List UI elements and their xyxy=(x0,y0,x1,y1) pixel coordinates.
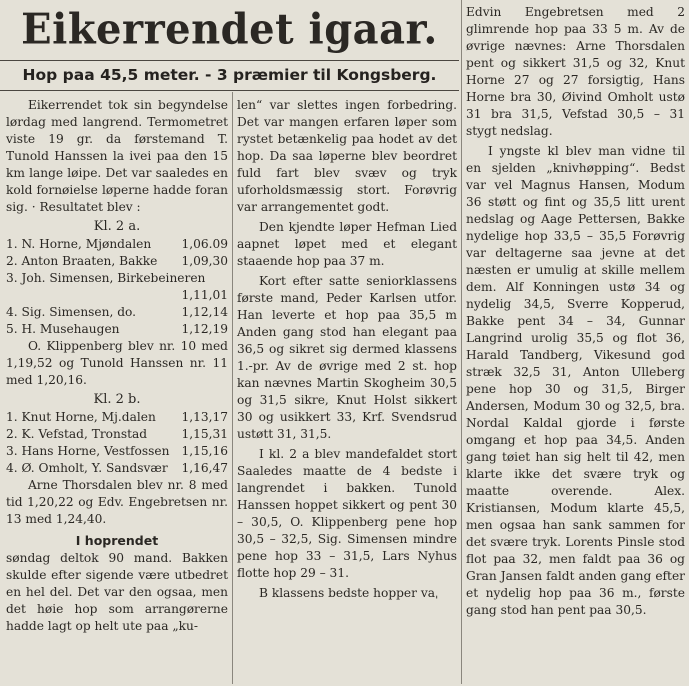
result-row xyxy=(6,304,228,321)
article-headline: Eikerrendet igaar. xyxy=(21,4,438,55)
paragraph: len“ var slettes ingen forbedring. Det var mangen erfaren løper som rystet betænkelig paa hodet av det hop. Da saa løperne blev beordret fuld fart blev svæv og tryk uforholdsmæssig stort. Forøvrig var arrangementet godt. xyxy=(237,98,457,214)
result-row xyxy=(6,236,228,253)
result-row xyxy=(6,287,228,304)
result-name: 4. Sig. Simensen, do. xyxy=(6,305,137,319)
paragraph: Kort efter satte seniorklassens første mand, Peder Karlsen utfor. Han leverte et hop paa 35,5 m Anden gang stod han elegant paa 36,5 og sikret sig dermed klassens 1.-pr. Av de øvrige med 2 st. hop kan nævnes Martin Skogheim 30,5 og 31,5 sikre, Knut Holst sikkert 30 og usikkert 33, Krf. Svendsrud ustøtt 31, 31,5. xyxy=(237,274,457,441)
result-name: 1. Knut Horne, Mj.dalen xyxy=(6,410,156,424)
result-time: 1,09,30 xyxy=(181,254,228,268)
result-name: 3. Joh. Simensen, Birkebeineren xyxy=(6,271,206,285)
article-subheadline: Hop paa 45,5 meter. - 3 præmier til Kongsberg. xyxy=(22,66,437,84)
result-time: 1,12,19 xyxy=(181,322,228,336)
column-divider xyxy=(232,92,233,684)
result-row xyxy=(6,270,228,287)
result-row xyxy=(6,426,228,443)
result-time: 1,15,31 xyxy=(181,427,228,441)
class-2a-heading: Kl. 2 a. xyxy=(93,219,141,234)
paragraph: B klassens bedste hopper vaˌ xyxy=(259,586,439,600)
subheadline-rule xyxy=(0,90,459,91)
result-time: 1,16,47 xyxy=(181,461,228,475)
paragraph: I yngste kl blev man vidne til en sjelden „knivhøpping“. Bedst var vel Magnus Hansen, Modum 36 støtt og fint og 35,5 litt urent nedslag og Aage Pettersen, Bakke nydelige hop 33,5 – 35,5 Forøvrig var deltagerne saa jevne at det næsten er umulig at skille mellem dem. Alf Konningen ustø 34 og nydelig 34,5, Sverre Kopperud, Bakke pent 34 – 34, Gunnar Langrind urolig 35,5 og flot 36, Harald Tandberg, Vikesund god stræk 32,5 31, Anton Ulleberg pene hop 30 og 31,5, Birger Andersen, Modum 30 og 32,5, bra. Nordal Kaldal gjorde i første omgang et hop paa 34,5. Anden gang tøiet han sig helt til 42, men klarte ikke det svære tryk og maatte overende. Alex. Kristiansen, Modum klarte 45,5, men ogsaa han sank sammen for det svære tryk. Lorents Pinsle stod flot paa 32, men faldt paa 36 og Gran Jansen faldt anden gang efter et nydelig hop paa 36 m., første gang stod han pent paa 30,5. xyxy=(466,144,685,617)
result-name: 5. H. Musehaugen xyxy=(6,322,120,336)
result-name: 1. N. Horne, Mjøndalen xyxy=(6,237,152,251)
result-row xyxy=(6,460,228,477)
paragraph: Edvin Engebretsen med 2 glimrende hop paa 33 5 m. Av de øvrige nævnes: Arne Thorsdalen pent og sikkert 31,5 og 32, Knut Horne 27 og 27 forsigtig, Hans Horne bra 30, Øivind Omholt ustø 31 bra 31,5, Vefstad 30,5 – 31 stygt nedslag. xyxy=(466,5,685,138)
intro-paragraph: Eikerrendet tok sin begyndelse lørdag med langrend. Termometret viste 19 gr. da førstemand T. Tunold Hanssen la ivei paa den 15 km lange løipe. Det var saaledes en kold fornøielse løperne hadde foran sig. · Resultatet blev : xyxy=(6,98,228,214)
result-row xyxy=(6,409,228,426)
column-1 xyxy=(6,97,228,635)
result-row xyxy=(6,443,228,460)
paragraph: Den kjendte løper Hefman Lied aapnet løpet med et elegant staaende hop paa 37 m. xyxy=(237,220,457,268)
hoprend-heading: I hoprendet xyxy=(75,533,159,548)
paragraph: I kl. 2 a blev mandefaldet stort Saaledes maatte de 4 bedste i langrendet i bakken. Tunold Hanssen hoppet sikkert og pent 30 – 30,5, O. Klippenberg pene hop 30,5 – 32,5, Sig. Simensen mindre pene hop 33 – 31,5, Lars Nyhus flotte hop 29 – 31. xyxy=(237,447,457,580)
result-name: 2. K. Vefstad, Tronstad xyxy=(6,427,148,441)
result-time: 1,15,16 xyxy=(181,444,228,458)
result-time: 1,06.09 xyxy=(181,237,228,251)
hoprend-paragraph: søndag deltok 90 mand. Bakken skulde efter sigende være utbedret en hel del. Det var den ogsaa, men det høie hop som arrangørerne hadde lagt op helt ute paa „ku- xyxy=(6,551,228,633)
column-3 xyxy=(466,4,685,619)
result-name: 2. Anton Braaten, Bakke xyxy=(6,254,158,268)
column-divider xyxy=(461,0,462,684)
class-2a-note: O. Klippenberg blev nr. 10 med 1,19,52 og Tunold Hanssen nr. 11 med 1,20,16. xyxy=(6,339,228,387)
class-2b-note: Arne Thorsdalen blev nr. 8 med tid 1,20,22 og Edv. Engebretsen nr. 13 med 1,24,40. xyxy=(6,478,228,526)
result-row xyxy=(6,253,228,270)
result-name: 3. Hans Horne, Vestfossen xyxy=(6,444,170,458)
result-row xyxy=(6,321,228,338)
class-2b-heading: Kl. 2 b. xyxy=(93,392,141,407)
result-time: 1,11,01 xyxy=(181,288,228,302)
result-time: 1,13,17 xyxy=(181,410,228,424)
column-2 xyxy=(237,97,457,602)
result-time: 1,12,14 xyxy=(181,305,228,319)
result-name: 4. Ø. Omholt, Y. Sandsvær xyxy=(6,461,168,475)
headline-rule xyxy=(0,60,459,61)
